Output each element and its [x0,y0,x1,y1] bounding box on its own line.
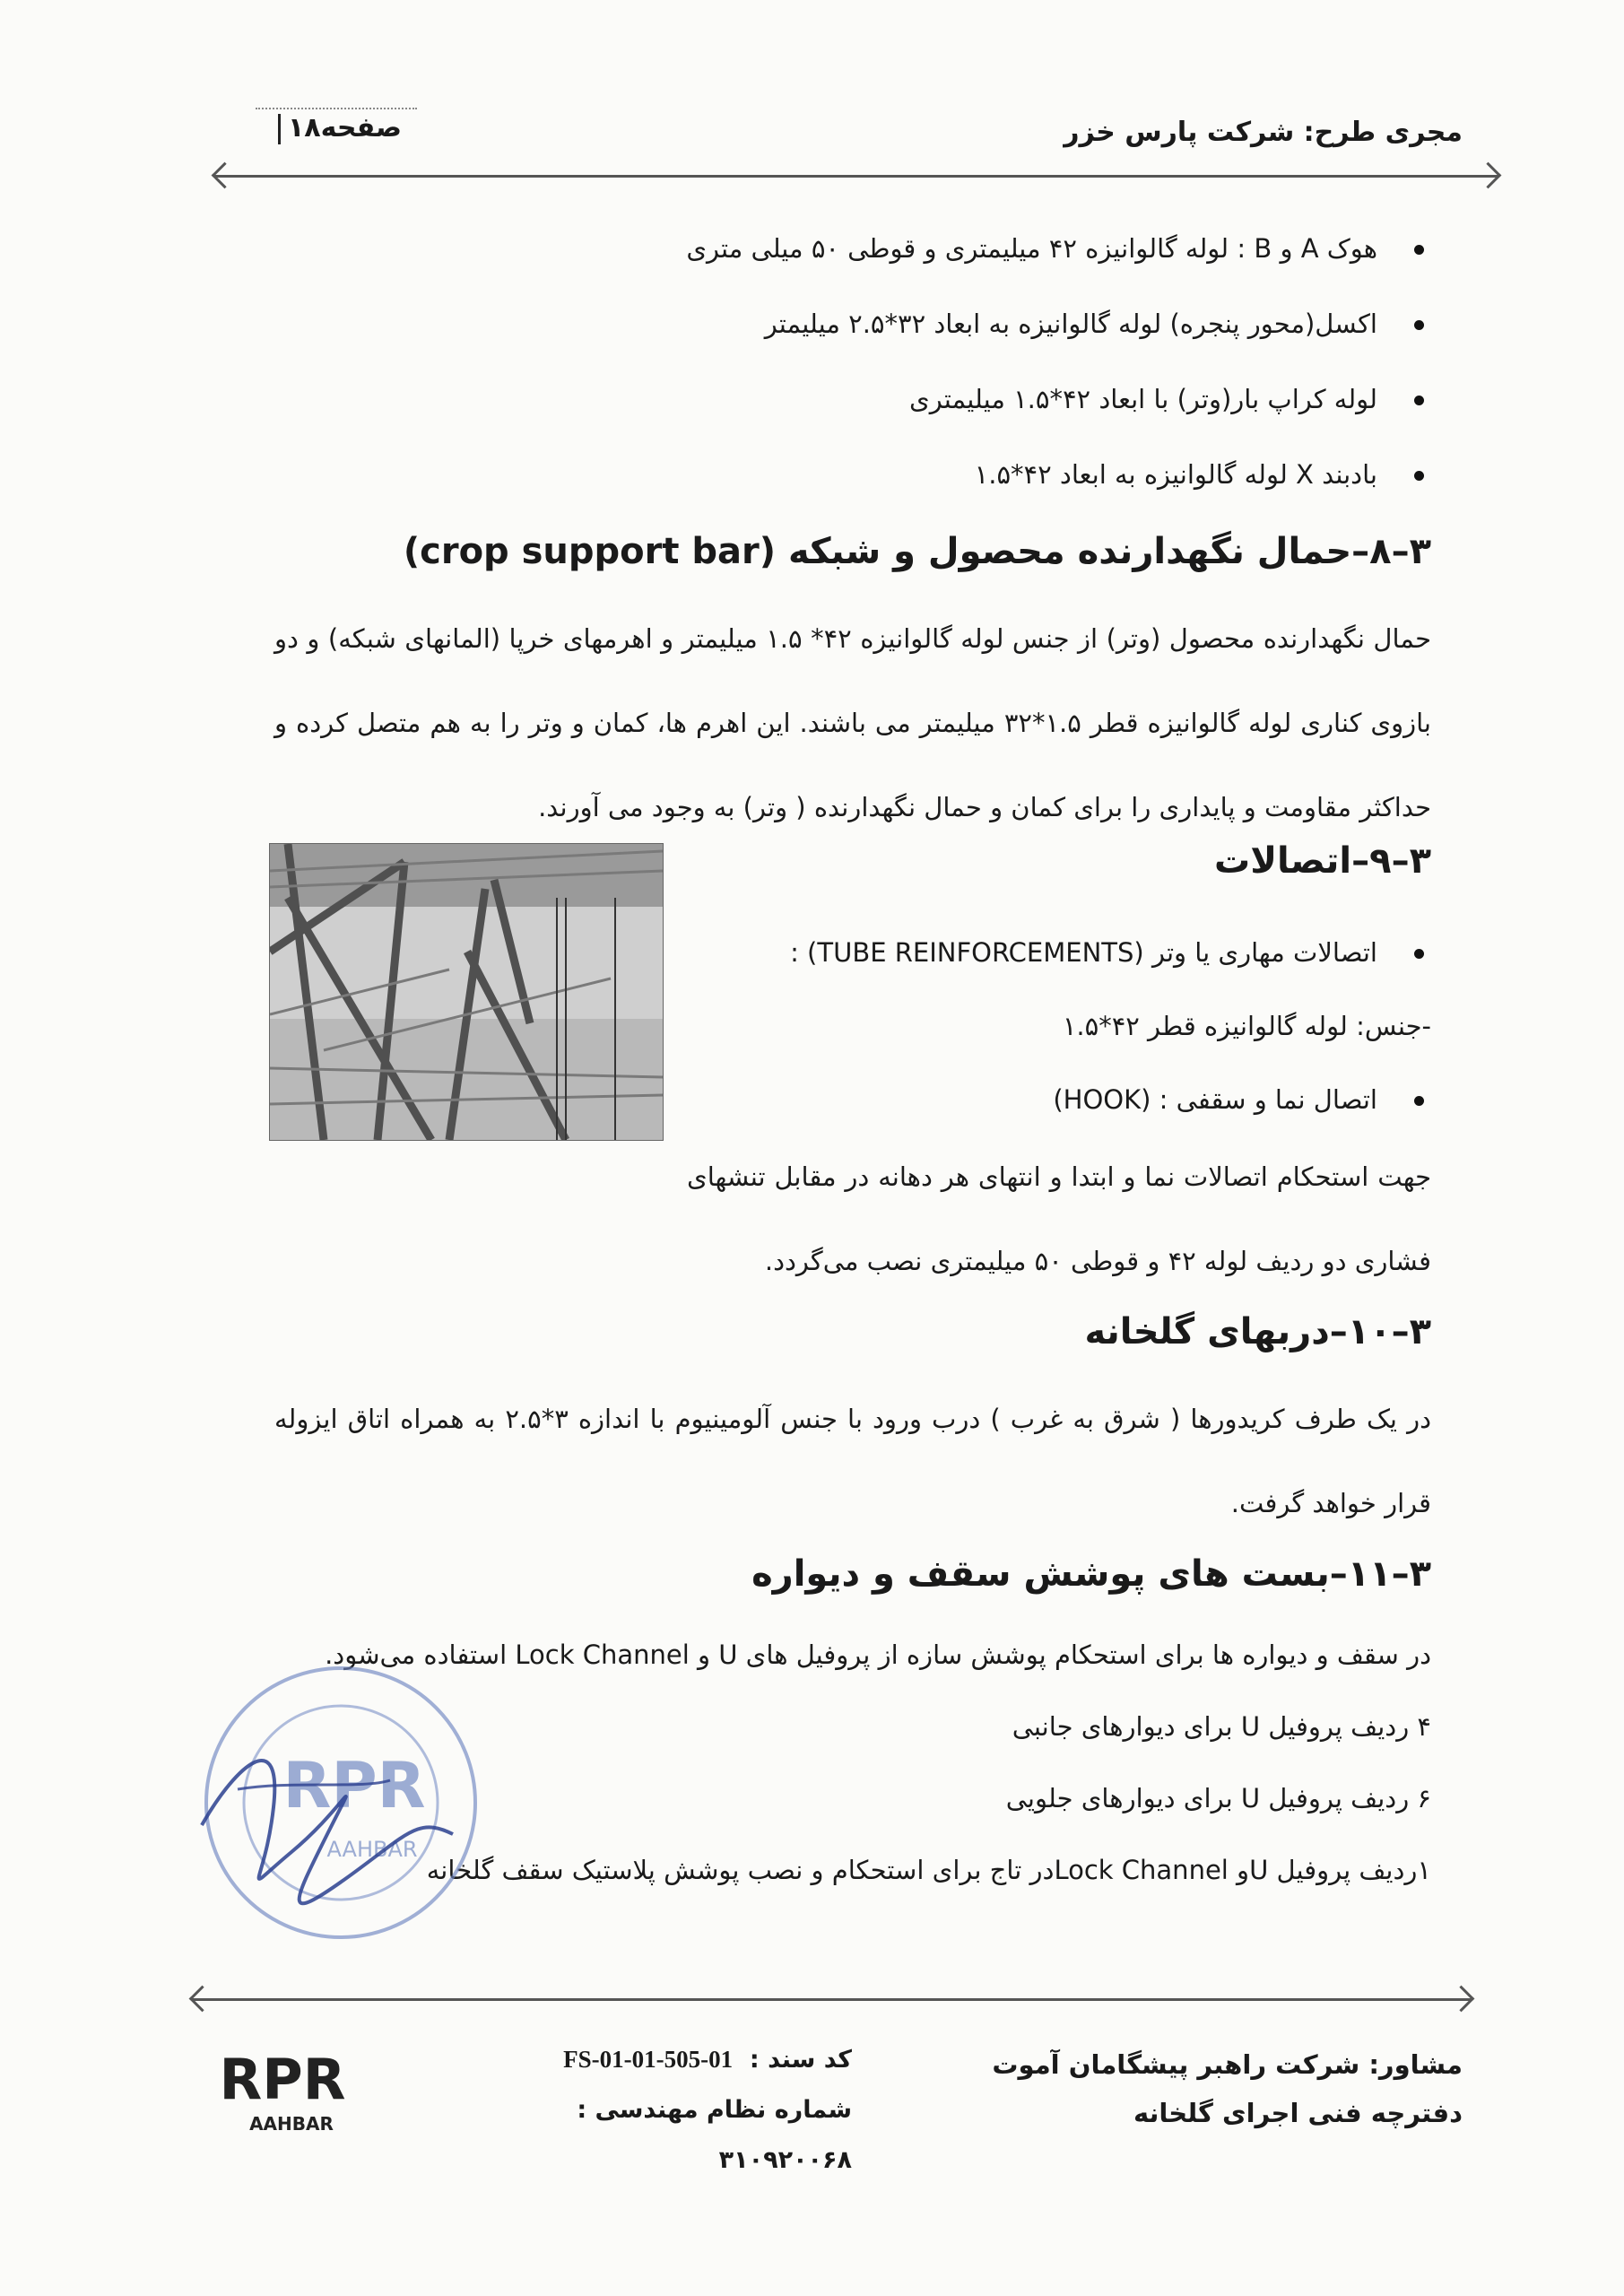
page-number: صفحه۱۸ [278,112,511,144]
list-item: اکسل(محور پنجره) لوله گالوانیزه به ابعاد ۳۲*۲.۵ میلیمتر [274,286,1431,361]
footer-divider-arrow [193,1998,1471,2001]
list-item: هوک A و B : لوله گالوانیزه ۴۲ میلیمتری و قوطی ۵۰ میلی متری [274,211,1431,286]
material-line: -جنس: لوله گالوانیزه قطر ۴۲*۱.۵ [1062,1011,1431,1041]
section-3-10-text: در یک طرف کریدورها ( شرق به غرب ) درب ورود با جنس آلومینیوم با اندازه ۳*۲.۵ به همراه اتاق ایزوله قرار خواهد گرفت. [274,1404,1431,1518]
booklet-title: دفترچه فنی اجرای گلخانه [1133,2098,1463,2128]
section-3-11-line: ۶ ردیف پروفیل U برای دیوارهای جلویی [1005,1783,1431,1813]
photo-illustration [270,844,663,1140]
section-3-9-list [714,915,1431,1137]
section-3-9-title: ۳–۹–اتصالات [1214,840,1431,882]
company-stamp [184,1655,480,1951]
section-3-11-line: ۱ردیف پروفیل Uو Lock Channelدر تاج برای استحکام و نصب پوشش پلاستیک سقف گلخانه [426,1855,1431,1885]
svg-text:RPR: RPR [282,1749,426,1822]
list-item: اتصالات مهاری یا وتر (TUBE REINFORCEMENTS) : [714,915,1431,990]
section-3-8-title: ۳–۸–حمال نگهدارنده محصول و شبکه (crop support bar) [403,531,1431,572]
svg-text:RPR: RPR [219,2047,346,2112]
svg-text:AAHBAR: AAHBAR [326,1837,418,1862]
doc-code: FS-01-01-505-01 [563,2046,734,2073]
top-bullet-list [274,211,1431,512]
section-3-11-line: در سقف و دیواره ها برای استحکام پوشش سازه از پروفیل های U و Lock Channel استفاده می‌شود. [325,1639,1431,1670]
section-3-10-title: ۳–۱۰–دربهای گلخانه [1084,1311,1431,1352]
list-item: لوله کراپ بار(وتر) با ابعاد ۴۲*۱.۵ میلیمتری [274,361,1431,437]
logo-graphic [211,2036,354,2144]
list-item: اتصال نما و سقفی : (HOOK) [714,1062,1431,1137]
section-3-11-title: ۳–۱۱–بست های پوشش سقف و دیواره [751,1553,1431,1595]
section-3-11-line: ۴ ردیف پروفیل U برای دیوارهای جانبی [1012,1711,1431,1742]
rpr-logo [211,2036,354,2144]
list-item: بادبند X لوله گالوانیزه به ابعاد ۴۲*۱.۵ [274,437,1431,512]
engineering-number: شماره نظام مهندسی : ۳۱۰۹۲۰۰۶۸ [577,2096,852,2174]
svg-text:AAHBAR: AAHBAR [249,2113,334,2135]
greenhouse-structure-photo [269,843,664,1141]
section-3-9-text: جهت استحکام اتصالات نما و ابتدا و انتهای هر دهانه در مقابل تنشهای فشاری دو ردیف لوله ۴۲ و قوطی ۵۰ میلیمتری نصب می‌گردد. [687,1161,1431,1276]
doc-code-label: کد سند : [749,2046,852,2074]
stamp-graphic [184,1655,480,1951]
footer-consultant [745,2040,1463,2137]
header-executor: مجری طرح: شرکت پارس خزر [1064,117,1463,148]
header-divider-arrow [215,175,1498,178]
page-separator [278,114,281,144]
header-decor-line [256,108,417,109]
consultant-name: مشاور: شرکت راهبر پیشگامان آموت [992,2049,1463,2080]
section-3-8-text: حمال نگهدارنده محصول (وتر) از جنس لوله گالوانیزه ۴۲* ۱.۵ میلیمتر و اهرمهای خرپا (المانهای شبکه) و دو بازوی کناری لوله گالوانیزه قطر ۱.۵*۳۲ میلیمتر می باشند. این اهرم ها، کمان و وتر را به هم متصل کرده و حداکثر مقاومت و پایداری را برای کمان و حمال نگهدارنده ( وتر) به وجود می آورند. [274,623,1431,822]
